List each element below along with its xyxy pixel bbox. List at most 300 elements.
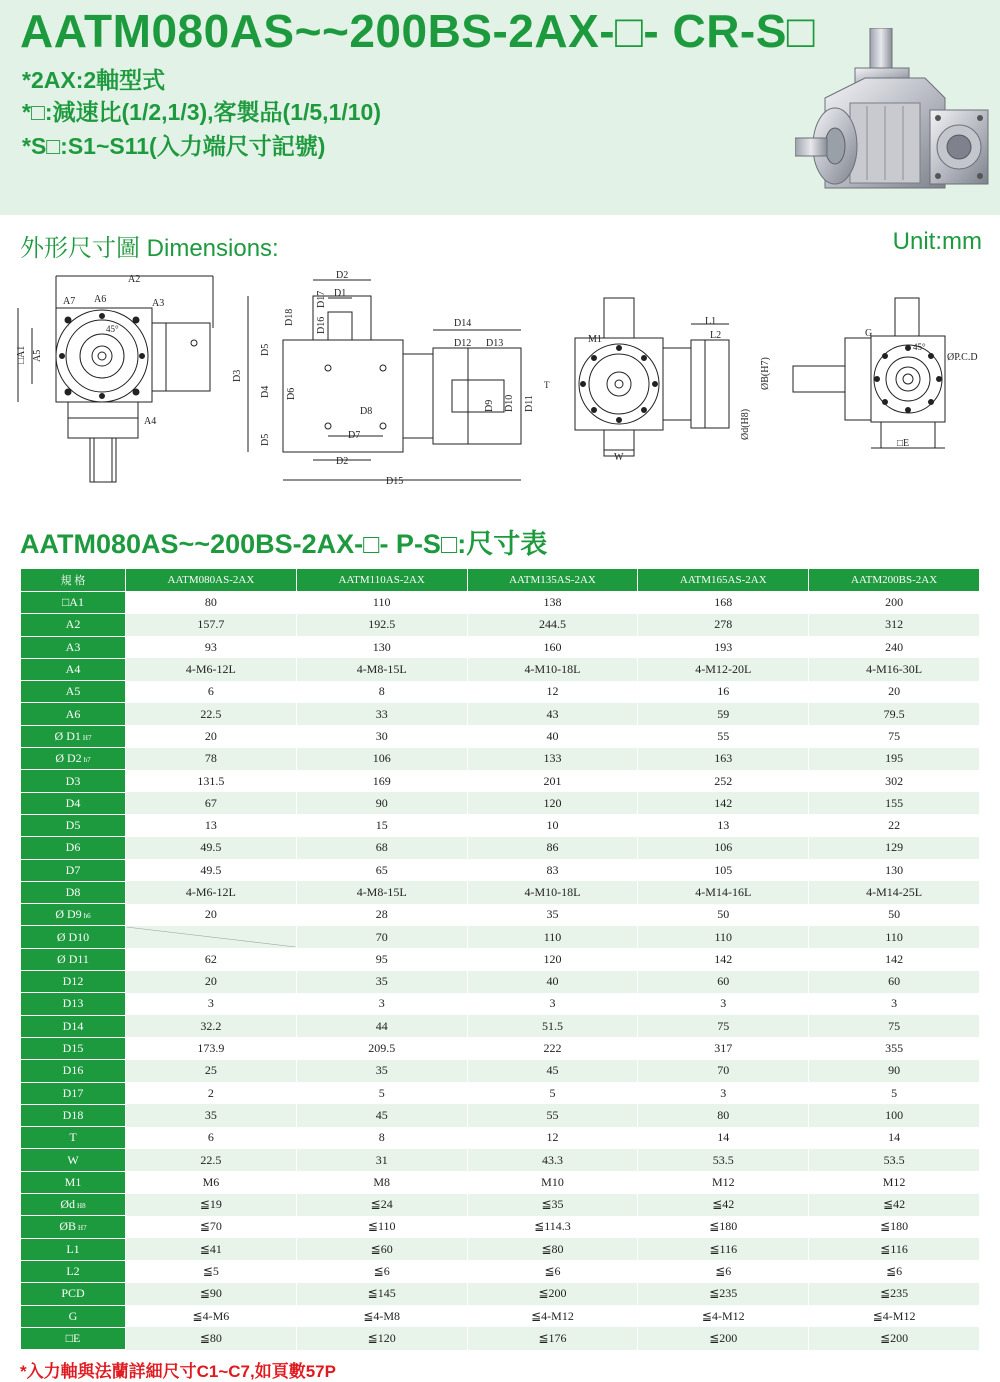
row-label-text: G xyxy=(68,1308,78,1323)
row-label-text: □E xyxy=(65,1330,81,1345)
table-cell: ≦42 xyxy=(638,1194,809,1216)
table-row xyxy=(21,1060,980,1082)
row-label-text: D8 xyxy=(65,885,81,899)
table-cell: ≦19 xyxy=(126,1194,297,1216)
table-row xyxy=(21,971,980,993)
row-label-text: A4 xyxy=(65,662,81,677)
table-cell: 106 xyxy=(638,837,809,859)
table-row xyxy=(21,658,980,680)
table-cell: 93 xyxy=(126,636,297,658)
table-cell: M12 xyxy=(638,1171,809,1193)
table-cell: 317 xyxy=(638,1037,809,1059)
label-a4: A4 xyxy=(144,416,157,427)
table-cell: 70 xyxy=(638,1060,809,1082)
table-cell: 25 xyxy=(126,1060,297,1082)
label-g: G xyxy=(865,328,873,339)
table-cell: 142 xyxy=(638,792,809,814)
table-cell: 30 xyxy=(296,725,467,747)
row-label xyxy=(21,859,126,881)
table-cell: ≦80 xyxy=(467,1238,638,1260)
table-cell: ≦116 xyxy=(638,1238,809,1260)
table-cell: ≦24 xyxy=(296,1194,467,1216)
row-label-text: D18 xyxy=(62,1107,84,1122)
table-cell: 4-M10-18L xyxy=(467,881,638,903)
row-label xyxy=(21,1260,126,1282)
label-d18: D18 xyxy=(284,308,295,326)
table-cell: 4-M6-12L xyxy=(126,658,297,680)
table-cell: ≦4-M12 xyxy=(809,1305,980,1327)
row-label xyxy=(21,814,126,836)
label-d10: D10 xyxy=(504,394,515,412)
table-cell: ≦114.3 xyxy=(467,1216,638,1238)
label-d14: D14 xyxy=(454,318,472,329)
note-input-size: *S□:S1~S11(入力端尺寸記號) xyxy=(22,133,326,159)
table-cell: 129 xyxy=(809,837,980,859)
table-cell: 40 xyxy=(467,971,638,993)
column-header: AATM080AS-2AX xyxy=(126,569,297,592)
table-cell: 138 xyxy=(467,592,638,614)
product-title: AATM080AS~~200BS-2AX-□- CR-S□ xyxy=(20,5,816,57)
table-cell: 131.5 xyxy=(126,770,297,792)
row-label-text: ØB xyxy=(59,1219,77,1234)
row-label xyxy=(21,1305,126,1327)
table-cell: 43.3 xyxy=(467,1149,638,1171)
table-cell: 13 xyxy=(638,814,809,836)
table-row xyxy=(21,948,980,970)
table-cell: 155 xyxy=(809,792,980,814)
table-row xyxy=(21,1149,980,1171)
table-cell: 90 xyxy=(296,792,467,814)
row-label xyxy=(21,1082,126,1104)
table-row xyxy=(21,681,980,703)
row-label-text: D6 xyxy=(65,840,81,855)
table-cell: 35 xyxy=(296,1060,467,1082)
label-d15: D15 xyxy=(386,476,404,487)
row-label-text: A2 xyxy=(65,617,81,632)
row-label-text: A3 xyxy=(65,639,81,654)
row-label-text: D15 xyxy=(62,1041,84,1056)
table-cell: 68 xyxy=(296,837,467,859)
row-label-text: Ø D11 xyxy=(57,951,89,966)
row-label xyxy=(21,748,126,770)
table-cell: 3 xyxy=(467,993,638,1015)
table-cell: ≦176 xyxy=(467,1327,638,1349)
row-label-text: A5 xyxy=(65,684,81,699)
row-label xyxy=(21,1060,126,1082)
table-cell: 32.2 xyxy=(126,1015,297,1037)
table-row xyxy=(21,1082,980,1104)
table-cell: 130 xyxy=(809,859,980,881)
row-label-tolerance: h7 xyxy=(83,756,91,765)
label-l1: L1 xyxy=(705,316,717,327)
table-cell: 105 xyxy=(638,859,809,881)
table-cell: 160 xyxy=(467,636,638,658)
row-label xyxy=(21,681,126,703)
table-cell: 53.5 xyxy=(638,1149,809,1171)
table-cell: 75 xyxy=(809,1015,980,1037)
label-m1: M1 xyxy=(588,334,602,345)
table-cell: 142 xyxy=(638,948,809,970)
table-cell: 31 xyxy=(296,1149,467,1171)
label-d5-bottom: D5 xyxy=(260,433,271,446)
row-label xyxy=(21,1171,126,1193)
table-row xyxy=(21,636,980,658)
row-label-text: D13 xyxy=(62,996,84,1011)
table-cell: 55 xyxy=(638,725,809,747)
table-cell: 16 xyxy=(638,681,809,703)
table-cell: 45 xyxy=(467,1060,638,1082)
table-cell: 4-M6-12L xyxy=(126,881,297,903)
table-cell: 4-M12-20L xyxy=(638,658,809,680)
table-cell: 5 xyxy=(296,1082,467,1104)
label-a1: □A1 xyxy=(16,345,27,364)
label-d5-top: D5 xyxy=(260,343,271,356)
table-cell: 83 xyxy=(467,859,638,881)
table-cell: ≦4-M12 xyxy=(467,1305,638,1327)
label-a3: A3 xyxy=(152,298,165,309)
label-a5: A5 xyxy=(32,349,43,362)
table-row xyxy=(21,993,980,1015)
table-title: AATM080AS~~200BS-2AX-□- P-S□:尺寸表 xyxy=(20,529,548,559)
table-cell: ≦4-M8 xyxy=(296,1305,467,1327)
table-row xyxy=(21,926,980,948)
drawing-output-view xyxy=(540,268,780,493)
table-cell: 22.5 xyxy=(126,1149,297,1171)
row-label-text: D7 xyxy=(65,862,81,877)
table-cell: 110 xyxy=(809,926,980,948)
label-d2-top: D2 xyxy=(336,270,349,281)
unit-label: Unit:mm xyxy=(892,228,982,255)
table-cell: 8 xyxy=(296,681,467,703)
row-label xyxy=(21,636,126,658)
table-cell: ≦42 xyxy=(809,1194,980,1216)
dimension-drawings xyxy=(0,268,1000,503)
row-label xyxy=(21,1015,126,1037)
table-cell: 75 xyxy=(638,1015,809,1037)
table-cell: 65 xyxy=(296,859,467,881)
table-cell: 80 xyxy=(638,1104,809,1126)
row-label-tolerance: H8 xyxy=(77,1202,86,1211)
table-cell: 35 xyxy=(296,971,467,993)
table-cell: 163 xyxy=(638,748,809,770)
table-cell: 244.5 xyxy=(467,614,638,636)
row-label xyxy=(21,770,126,792)
table-cell: M6 xyxy=(126,1171,297,1193)
row-label-text: Ød xyxy=(60,1197,76,1212)
table-row xyxy=(21,614,980,636)
table-cell: ≦180 xyxy=(638,1216,809,1238)
row-label xyxy=(21,658,126,680)
table-cell: M8 xyxy=(296,1171,467,1193)
table-cell: 6 xyxy=(126,1127,297,1149)
table-cell: 192.5 xyxy=(296,614,467,636)
table-cell: 4-M16-30L xyxy=(809,658,980,680)
row-label-text: D5 xyxy=(65,818,81,833)
table-row xyxy=(21,1283,980,1305)
table-cell: 278 xyxy=(638,614,809,636)
table-row xyxy=(21,792,980,814)
table-cell: ≦4-M12 xyxy=(638,1305,809,1327)
table-row xyxy=(21,1037,980,1059)
table-cell: 22 xyxy=(809,814,980,836)
table-cell: 169 xyxy=(296,770,467,792)
table-cell: M12 xyxy=(809,1171,980,1193)
table-cell: 50 xyxy=(809,904,980,926)
table-row xyxy=(21,1305,980,1327)
table-cell: ≦5 xyxy=(126,1260,297,1282)
table-cell: 100 xyxy=(809,1104,980,1126)
label-a2: A2 xyxy=(128,274,141,285)
row-label-tolerance: h6 xyxy=(83,912,91,921)
label-d12: D12 xyxy=(454,338,472,349)
label-ob: ØB(H7) xyxy=(760,357,771,390)
table-row xyxy=(21,725,980,747)
row-label-text: M1 xyxy=(64,1174,82,1189)
table-cell: ≦6 xyxy=(296,1260,467,1282)
table-row xyxy=(21,904,980,926)
table-cell: ≦120 xyxy=(296,1327,467,1349)
table-cell: 110 xyxy=(296,592,467,614)
row-label xyxy=(21,792,126,814)
table-cell: 252 xyxy=(638,770,809,792)
table-cell: 79.5 xyxy=(809,703,980,725)
table-cell: 13 xyxy=(126,814,297,836)
table-cell: ≦90 xyxy=(126,1283,297,1305)
note-axis-type: *2AX:2軸型式 xyxy=(22,67,166,93)
table-cell: 222 xyxy=(467,1037,638,1059)
table-cell: 86 xyxy=(467,837,638,859)
label-l2: L2 xyxy=(710,330,722,341)
row-label xyxy=(21,703,126,725)
table-cell: ≦4-M6 xyxy=(126,1305,297,1327)
table-row xyxy=(21,1127,980,1149)
table-cell: 4-M10-18L xyxy=(467,658,638,680)
corner-cell: 規 格 xyxy=(21,569,126,592)
row-label-text: A6 xyxy=(65,706,81,721)
label-a6: A6 xyxy=(94,294,107,305)
table-cell: 59 xyxy=(638,703,809,725)
table-header-row xyxy=(21,569,980,592)
row-label xyxy=(21,725,126,747)
table-cell: 5 xyxy=(467,1082,638,1104)
table-cell: 3 xyxy=(638,1082,809,1104)
label-d7: D7 xyxy=(348,430,361,441)
dimensions-title: 外形尺寸圖 Dimensions: xyxy=(20,235,279,262)
row-label-text: W xyxy=(67,1152,79,1167)
table-cell: 173.9 xyxy=(126,1037,297,1059)
label-d9: D9 xyxy=(484,399,495,412)
table-row xyxy=(21,1104,980,1126)
table-row xyxy=(21,1260,980,1282)
table-cell: 28 xyxy=(296,904,467,926)
row-label xyxy=(21,1194,126,1216)
row-label xyxy=(21,904,126,926)
row-label xyxy=(21,1127,126,1149)
table-row xyxy=(21,770,980,792)
table-row xyxy=(21,1171,980,1193)
table-cell: ≦116 xyxy=(809,1238,980,1260)
row-label-text: D17 xyxy=(62,1085,84,1100)
label-pcd: ØP.C.D xyxy=(947,352,978,363)
gearbox-product-image xyxy=(795,28,990,210)
table-cell: 43 xyxy=(467,703,638,725)
drawing-flange-view xyxy=(785,268,995,493)
table-cell: 60 xyxy=(638,971,809,993)
label-angle-45: 45° xyxy=(913,342,926,352)
label-w: W xyxy=(614,452,624,463)
table-cell: 133 xyxy=(467,748,638,770)
table-cell: 35 xyxy=(126,1104,297,1126)
table-cell: 78 xyxy=(126,748,297,770)
table-cell: 4-M8-15L xyxy=(296,658,467,680)
drawing-side-view xyxy=(228,268,548,493)
column-header: AATM135AS-2AX xyxy=(467,569,638,592)
label-d11: D11 xyxy=(524,395,535,412)
footnote: *入力軸與法蘭詳細尺寸C1~C7,如頁數57P xyxy=(20,1362,336,1381)
table-cell: M10 xyxy=(467,1171,638,1193)
table-cell: 168 xyxy=(638,592,809,614)
table-cell: 2 xyxy=(126,1082,297,1104)
drawing-front-view xyxy=(8,268,228,493)
table-cell: 49.5 xyxy=(126,859,297,881)
row-label-text: Ø D10 xyxy=(56,929,90,944)
table-cell: 20 xyxy=(809,681,980,703)
table-cell: 40 xyxy=(467,725,638,747)
table-cell: 67 xyxy=(126,792,297,814)
label-d1: D1 xyxy=(334,288,347,299)
table-cell: ≦235 xyxy=(638,1283,809,1305)
table-cell: 193 xyxy=(638,636,809,658)
row-label xyxy=(21,881,126,903)
row-label-text: T xyxy=(69,1130,77,1145)
table-row xyxy=(21,859,980,881)
table-cell: ≦235 xyxy=(809,1283,980,1305)
table-row xyxy=(21,814,980,836)
label-d17: D17 xyxy=(316,290,327,308)
table-cell: 3 xyxy=(809,993,980,1015)
table-cell: ≦80 xyxy=(126,1327,297,1349)
row-label xyxy=(21,614,126,636)
label-d13: D13 xyxy=(486,338,504,349)
table-cell xyxy=(126,926,297,948)
row-label-text: L2 xyxy=(66,1264,80,1279)
table-row xyxy=(21,1194,980,1216)
row-label-text: D12 xyxy=(62,974,84,989)
row-label-text: D14 xyxy=(62,1018,84,1033)
table-row xyxy=(21,1238,980,1260)
row-label-text: Ø D9 xyxy=(55,907,82,922)
table-cell: 4-M14-25L xyxy=(809,881,980,903)
table-cell: 55 xyxy=(467,1104,638,1126)
table-cell: 53.5 xyxy=(809,1149,980,1171)
row-label xyxy=(21,1037,126,1059)
spec-table xyxy=(20,568,980,1350)
table-cell: 14 xyxy=(638,1127,809,1149)
column-header: AATM200BS-2AX xyxy=(809,569,980,592)
label-d2-bottom: D2 xyxy=(336,456,349,467)
table-cell: 110 xyxy=(638,926,809,948)
label-od: Ød(H8) xyxy=(740,408,751,440)
table-cell: 120 xyxy=(467,792,638,814)
table-cell: 3 xyxy=(126,993,297,1015)
table-cell: 312 xyxy=(809,614,980,636)
table-cell: 75 xyxy=(809,725,980,747)
label-d4: D4 xyxy=(260,385,271,398)
table-cell: ≦6 xyxy=(467,1260,638,1282)
table-cell: 45 xyxy=(296,1104,467,1126)
row-label-text: □A1 xyxy=(62,595,84,610)
table-cell: 70 xyxy=(296,926,467,948)
table-cell: 15 xyxy=(296,814,467,836)
table-row xyxy=(21,1216,980,1238)
note-ratio: *□:減速比(1/2,1/3),客製品(1/5,1/10) xyxy=(22,99,381,125)
row-label xyxy=(21,971,126,993)
table-cell: ≦145 xyxy=(296,1283,467,1305)
table-cell: 200 xyxy=(809,592,980,614)
table-row xyxy=(21,1327,980,1349)
table-cell: 302 xyxy=(809,770,980,792)
label-e: □E xyxy=(897,438,910,449)
table-cell: 95 xyxy=(296,948,467,970)
label-d8: D8 xyxy=(360,406,373,417)
table-cell: ≦70 xyxy=(126,1216,297,1238)
header-banner xyxy=(0,0,1000,215)
table-row xyxy=(21,592,980,614)
row-label xyxy=(21,948,126,970)
label-t: T xyxy=(544,380,550,390)
table-cell: ≦200 xyxy=(638,1327,809,1349)
table-cell: 62 xyxy=(126,948,297,970)
row-label-text: D3 xyxy=(65,773,81,788)
row-label-tolerance: H7 xyxy=(82,733,92,742)
table-row xyxy=(21,881,980,903)
row-label-text: PCD xyxy=(61,1286,85,1301)
table-cell: 20 xyxy=(126,904,297,926)
table-cell: ≦35 xyxy=(467,1194,638,1216)
table-row xyxy=(21,1015,980,1037)
row-label xyxy=(21,837,126,859)
table-cell: 130 xyxy=(296,636,467,658)
table-cell: ≦41 xyxy=(126,1238,297,1260)
table-cell: 157.7 xyxy=(126,614,297,636)
table-cell: ≦180 xyxy=(809,1216,980,1238)
row-label-text: Ø D2 xyxy=(55,751,82,766)
table-cell: 44 xyxy=(296,1015,467,1037)
table-cell: 106 xyxy=(296,748,467,770)
table-cell: 209.5 xyxy=(296,1037,467,1059)
row-label-tolerance: H7 xyxy=(78,1224,87,1233)
table-cell: 33 xyxy=(296,703,467,725)
row-label-text: D16 xyxy=(62,1063,84,1078)
table-cell: 50 xyxy=(638,904,809,926)
table-cell: 6 xyxy=(126,681,297,703)
table-cell: 49.5 xyxy=(126,837,297,859)
label-a7: A7 xyxy=(63,296,76,307)
table-cell: 60 xyxy=(809,971,980,993)
row-label xyxy=(21,1104,126,1126)
table-cell: 20 xyxy=(126,725,297,747)
label-d16: D16 xyxy=(316,316,327,334)
table-cell: 8 xyxy=(296,1127,467,1149)
row-label xyxy=(21,1216,126,1238)
table-row xyxy=(21,703,980,725)
table-cell: 4-M8-15L xyxy=(296,881,467,903)
column-header: AATM165AS-2AX xyxy=(638,569,809,592)
table-cell: ≦200 xyxy=(467,1283,638,1305)
table-cell: 22.5 xyxy=(126,703,297,725)
table-cell: 12 xyxy=(467,681,638,703)
table-row xyxy=(21,837,980,859)
